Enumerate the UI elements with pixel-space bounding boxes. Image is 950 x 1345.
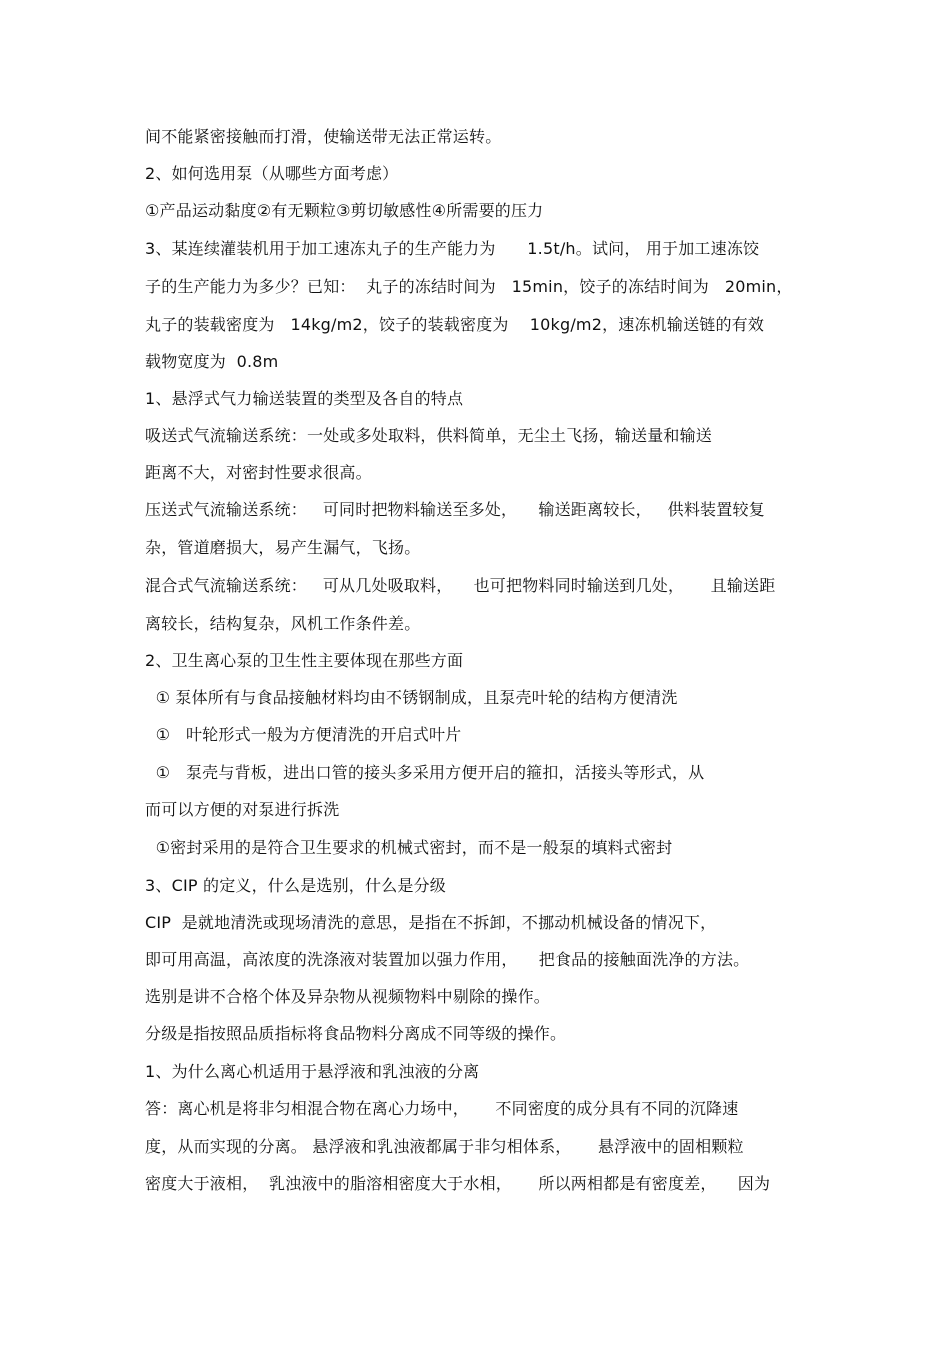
list-item: ①密封采用的是符合卫生要求的机械式密封，而不是一般泵的填料式密封 [145, 838, 673, 857]
question-heading: 2、如何选用泵（从哪些方面考虑） [145, 164, 399, 183]
question-heading: 1、为什么离心机适用于悬浮液和乳浊液的分离 [145, 1062, 480, 1081]
text-line: 度，从而实现的分离。 悬浮液和乳浊液都属于非匀相体系， 悬浮液中的固相颗粒 [145, 1137, 744, 1156]
question-heading: 1、悬浮式气力输送装置的类型及各自的特点 [145, 389, 464, 408]
text-line: CIP 是就地清洗或现场清洗的意思，是指在不拆卸，不挪动机械设备的情况下， [145, 913, 717, 932]
text-line: 距离不大，对密封性要求很高。 [145, 463, 372, 482]
text-line: 压送式气流输送系统： 可同时把物料输送至多处， 输送距离较长， 供料装置较复 [145, 500, 765, 519]
question-heading: 2、卫生离心泵的卫生性主要体现在那些方面 [145, 651, 464, 670]
text-line: 离较长，结构复杂，风机工作条件差。 [145, 614, 421, 633]
question-heading: 3、某连续灌装机用于加工速冻丸子的生产能力为 1.5t/h。试问， 用于加工速冻饺 [145, 239, 760, 258]
text-line: 选别是讲不合格个体及异杂物从视频物料中剔除的操作。 [145, 987, 551, 1006]
text-line: 而可以方便的对泵进行拆洗 [145, 800, 340, 819]
list-item: ① 泵体所有与食品接触材料均由不锈钢制成，且泵壳叶轮的结构方便清洗 [145, 688, 678, 707]
text-line: 丸子的装载密度为 14kg/m2，饺子的装载密度为 10kg/m2，速冻机输送链的有效 [145, 315, 765, 334]
text-line: 间不能紧密接触而打滑，使输送带无法正常运转。 [145, 127, 502, 146]
text-line: 杂，管道磨损大，易产生漏气，飞扬。 [145, 538, 421, 557]
text-line: 即可用高温，高浓度的洗涤液对装置加以强力作用， 把食品的接触面洗净的方法。 [145, 950, 750, 969]
text-line: 子的生产能力为多少？已知： 丸子的冻结时间为 15min，饺子的冻结时间为 20min， [145, 277, 793, 296]
text-line: 密度大于液相， 乳浊液中的脂溶相密度大于水相， 所以两相都是有密度差， 因为 [145, 1174, 771, 1193]
text-line: 载物宽度为 0.8m [145, 352, 279, 371]
text-line: 混合式气流输送系统： 可从几处吸取料， 也可把物料同时输送到几处， 且输送距 [145, 576, 776, 595]
question-heading: 3、CIP 的定义，什么是选别，什么是分级 [145, 876, 447, 895]
text-line: 答：离心机是将非匀相混合物在离心力场中， 不同密度的成分具有不同的沉降速 [145, 1099, 739, 1118]
list-item: ① 泵壳与背板，进出口管的接头多采用方便开启的箍扣，活接头等形式，从 [145, 763, 705, 782]
list-item: ① 叶轮形式一般为方便清洗的开启式叶片 [145, 725, 462, 744]
text-line: ①产品运动黏度②有无颗粒③剪切敏感性④所需要的压力 [145, 201, 544, 220]
text-line: 分级是指按照品质指标将食品物料分离成不同等级的操作。 [145, 1024, 567, 1043]
text-line: 吸送式气流输送系统：一处或多处取料，供料简单，无尘土飞扬，输送量和输送 [145, 426, 713, 445]
